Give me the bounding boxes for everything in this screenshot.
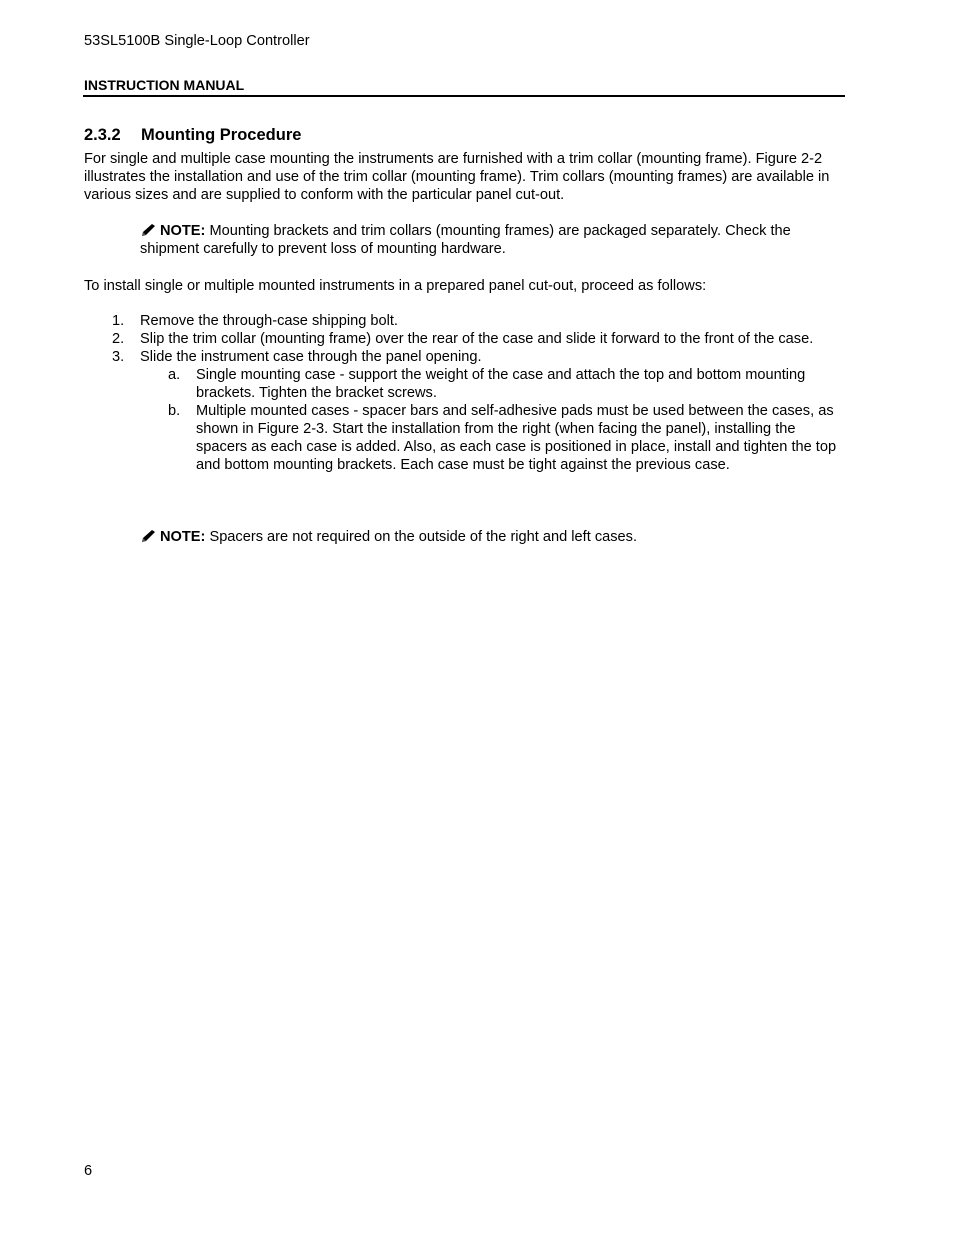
note-label: NOTE: <box>160 223 206 239</box>
section-number: 2.3.2 <box>84 126 121 144</box>
numbered-steps <box>84 312 846 474</box>
header-rule <box>83 95 845 97</box>
step-text: Remove the through-case shipping bolt. <box>140 313 398 329</box>
substep-text: Single mounting case - support the weight of the case and attach the top and bottom mounting brackets. Tighten the bracket screws. <box>196 367 806 401</box>
substep-marker: a. <box>168 367 181 383</box>
note-label: NOTE: <box>160 529 206 545</box>
substep-marker: b. <box>168 403 181 419</box>
step-marker: 2. <box>112 331 125 347</box>
substep-text: Multiple mounted cases - spacer bars and self-adhesive pads must be used between the cases, as shown in Figure 2-3. Start the installation from the right (when facing the panel), installing the spacers as each case is added. Also, as each case is positioned in place, install and tighten the top and bottom mounting brackets. Each case must be tight against the previous case. <box>196 403 837 473</box>
document-title: 53SL5100B Single-Loop Controller <box>84 33 310 49</box>
pencil-icon <box>140 529 157 543</box>
list-item <box>84 330 846 348</box>
step-text: Slip the trim collar (mounting frame) over the rear of the case and slide it forward to the front of the case. <box>140 331 814 347</box>
section-title: Mounting Procedure <box>141 126 302 144</box>
step-marker: 1. <box>112 313 125 329</box>
note-mounting-brackets <box>140 222 846 258</box>
list-item <box>84 312 846 330</box>
lettered-substeps <box>140 366 846 474</box>
intro-paragraph: For single and multiple case mounting the instruments are furnished with a trim collar (mounting frame). Figure 2-2 illustrates the installation and use of the trim collar (mounting frame). Trim collars (mounting frames) are available in various sizes and are supplied to conform with the particular panel cut-out. <box>84 151 830 203</box>
step-text: Slide the instrument case through the panel opening. <box>140 349 482 365</box>
step-marker: 3. <box>112 349 125 365</box>
page-number: 6 <box>84 1163 93 1179</box>
note-text: Mounting brackets and trim collars (mounting frames) are packaged separately. Check the shipment carefully to prevent loss of mounting hardware. <box>140 223 791 257</box>
note-spacers <box>140 528 846 546</box>
note-text: Spacers are not required on the outside of the right and left cases. <box>205 529 637 545</box>
pencil-icon <box>140 223 157 237</box>
manual-label: INSTRUCTION MANUAL <box>84 77 245 93</box>
lead-paragraph: To install single or multiple mounted instruments in a prepared panel cut-out, proceed as follows: <box>84 278 707 294</box>
list-item <box>84 348 846 474</box>
list-item <box>140 366 846 402</box>
section-heading <box>84 125 301 145</box>
list-item <box>140 402 846 474</box>
